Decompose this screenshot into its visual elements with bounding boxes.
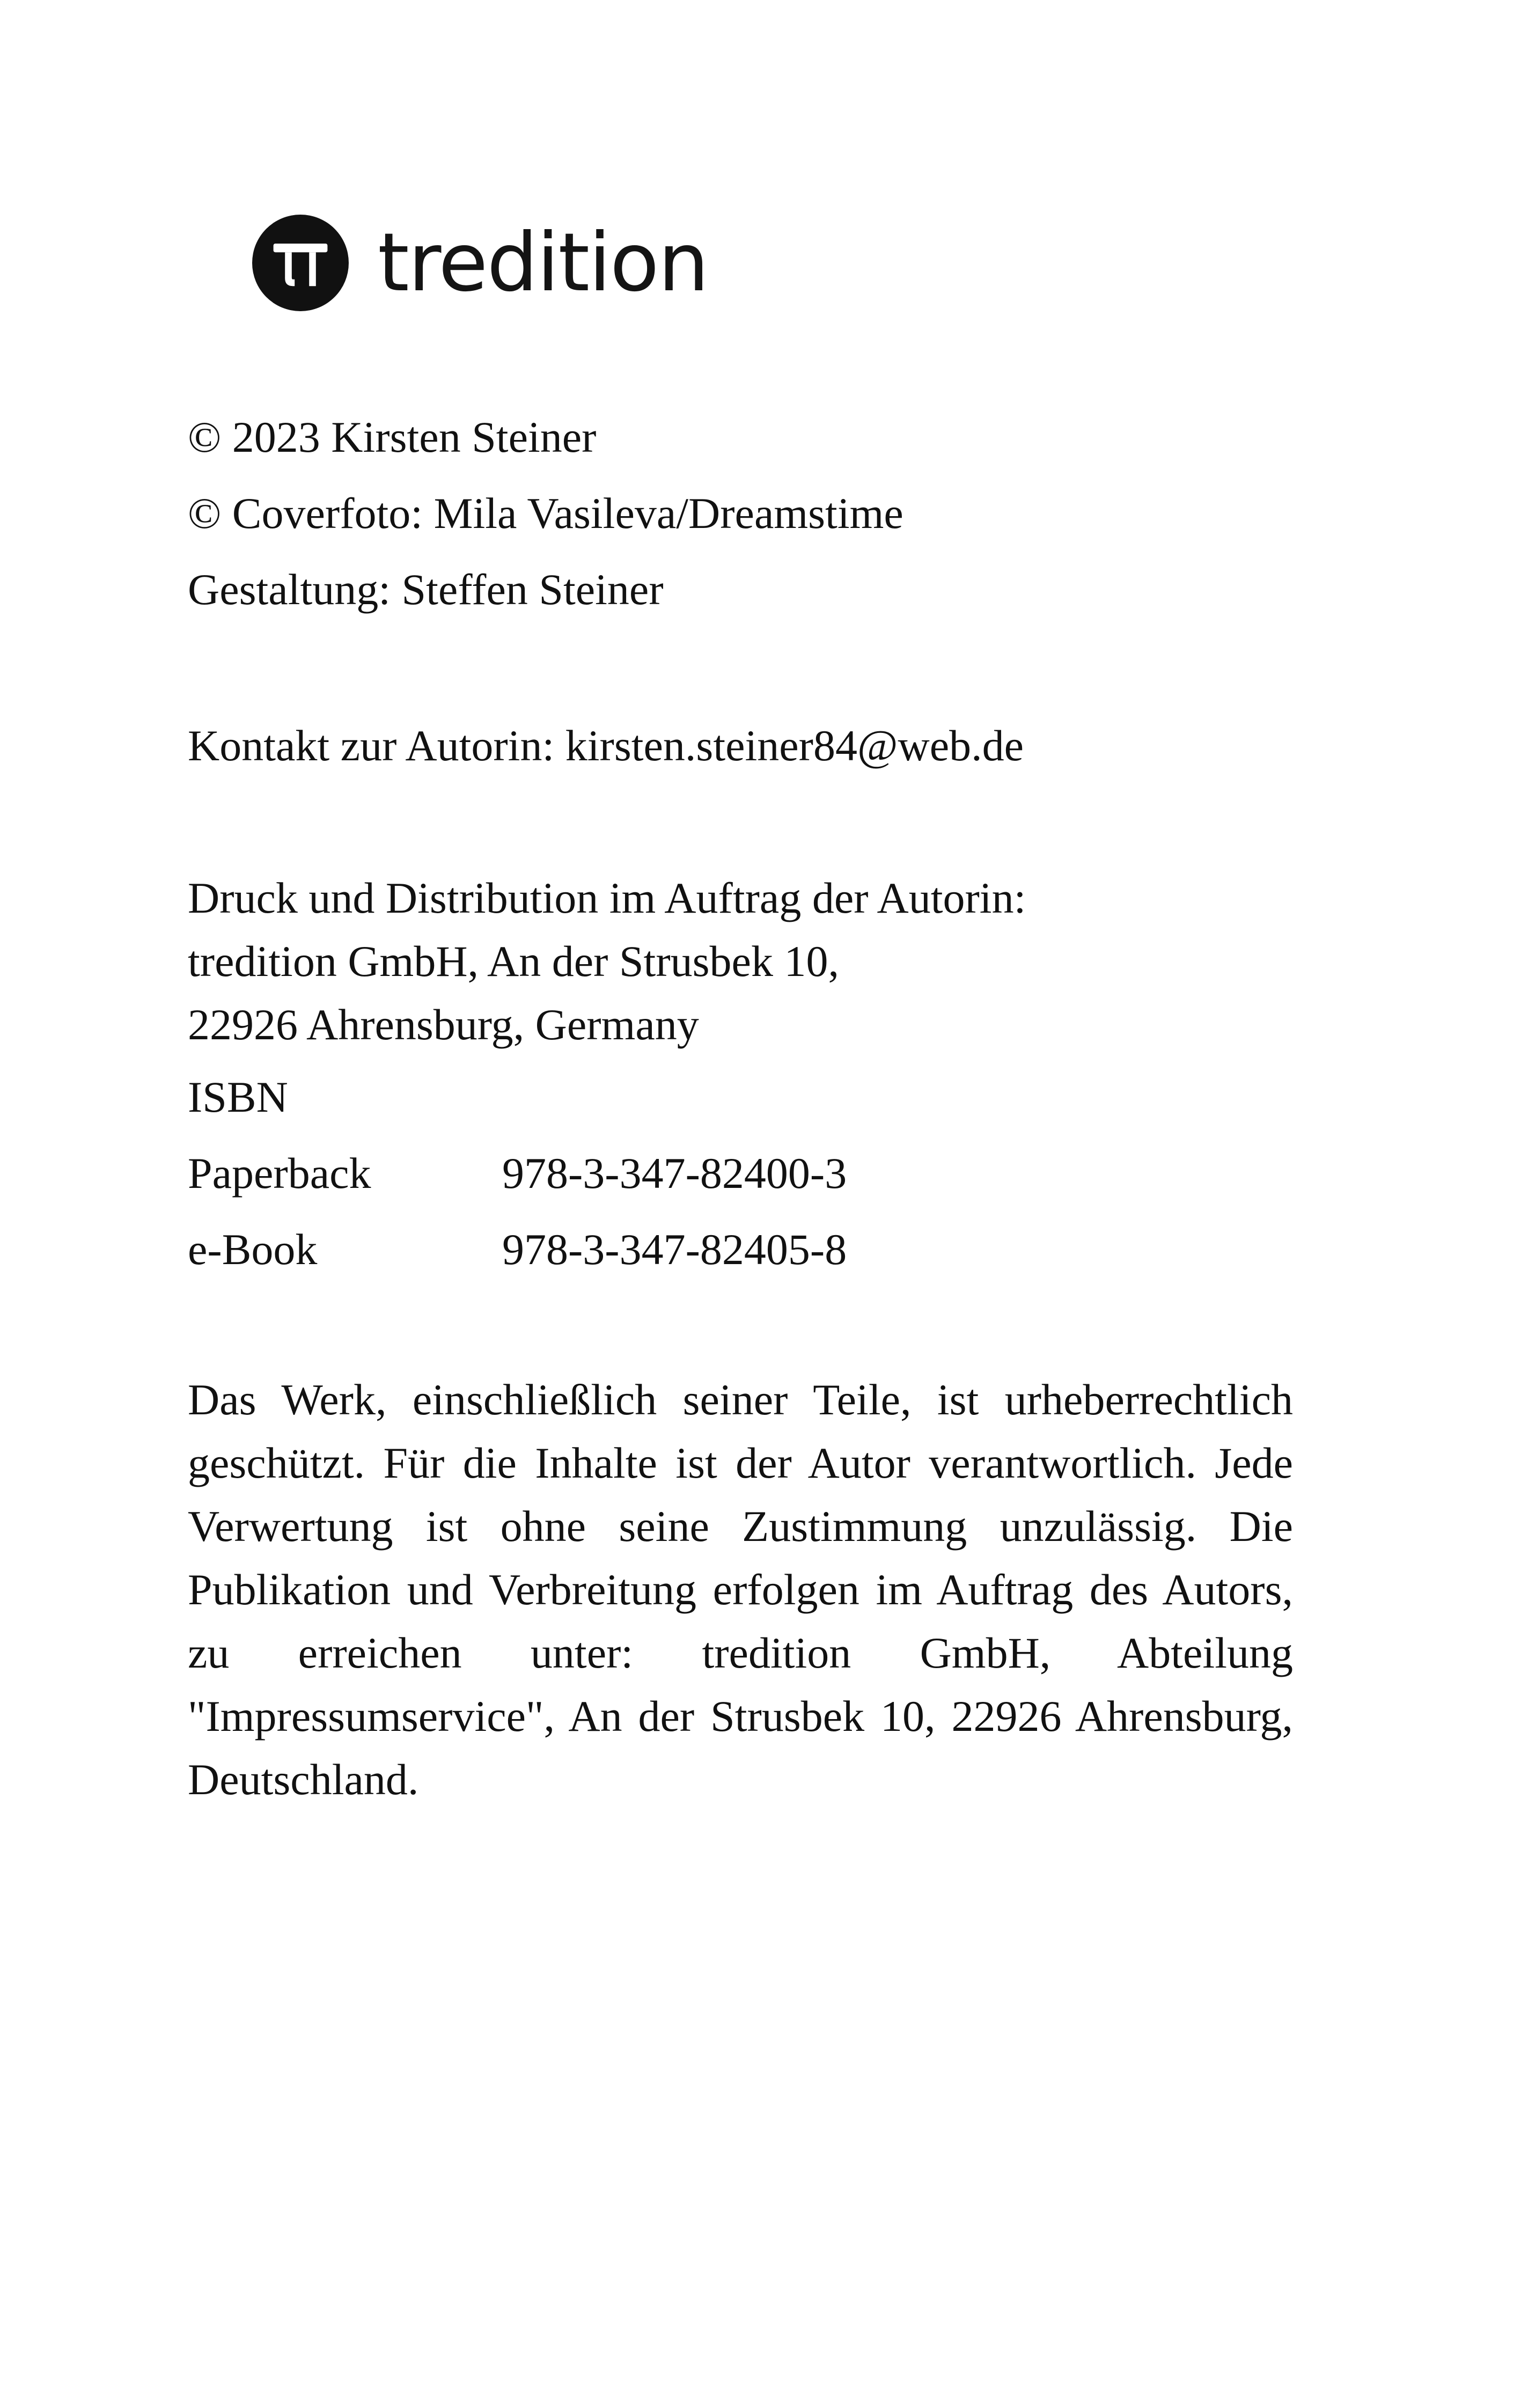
tredition-logo-icon xyxy=(252,215,349,311)
credits-block xyxy=(188,405,1293,622)
distribution-line: tredition GmbH, An der Strusbek 10, xyxy=(188,937,839,986)
distribution-line: 22926 Ahrensburg, Germany xyxy=(188,1000,699,1049)
isbn-number: 978-3-347-82400-3 xyxy=(502,1149,847,1198)
author-contact: Kontakt zur Autorin: kirsten.steiner84@web.de xyxy=(188,721,1024,770)
isbn-label: e-Book xyxy=(188,1225,318,1274)
isbn-number: 978-3-347-82405-8 xyxy=(502,1225,847,1274)
distribution-line: Druck und Distribution im Auftrag der Autorin: xyxy=(188,873,1026,922)
publisher-wordmark: tredition xyxy=(378,216,708,310)
isbn-label: Paperback xyxy=(188,1149,371,1198)
distribution-block xyxy=(188,867,1293,1056)
design-credit: Gestaltung: Steffen Steiner xyxy=(188,565,664,614)
copyright-cover-photo: © Coverfoto: Mila Vasileva/Dreamstime xyxy=(188,489,903,538)
isbn-row-paperback xyxy=(188,1141,1293,1206)
isbn-block xyxy=(188,1065,1293,1282)
isbn-row-ebook xyxy=(188,1217,1293,1282)
isbn-heading: ISBN xyxy=(188,1073,288,1121)
legal-notice: Das Werk, einschließlich seiner Teile, ist urheberrechtlich geschützt. Für die Inhalte ist der Autor verantwortlich. Jede Verwertung ist ohne seine Zustimmung unzulässig. Die Publikation und Verbreitung erfolgen im Auftrag des Autors, zu erreichen unter: tredition GmbH, Abteilung "Impressumservice", An der Strusbek 10, 22926 Ahrensburg, Deutschland. xyxy=(188,1375,1293,1804)
copyright-author: © 2023 Kirsten Steiner xyxy=(188,413,597,461)
publisher-logo xyxy=(252,215,708,311)
contact-block xyxy=(188,714,1293,778)
